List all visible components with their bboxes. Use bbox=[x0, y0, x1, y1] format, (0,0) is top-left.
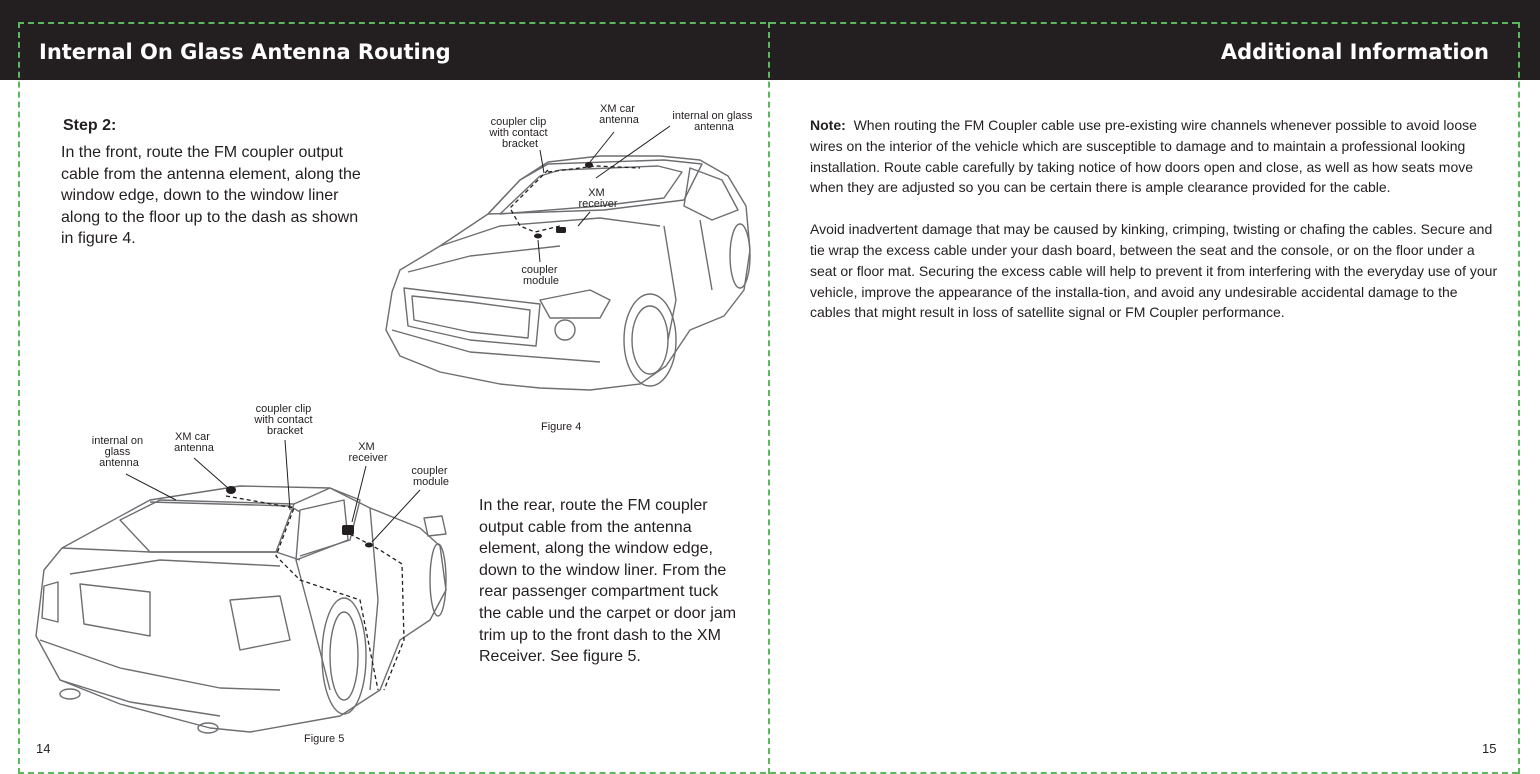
figure-5-caption: Figure 5 bbox=[304, 733, 345, 745]
fig5-label-xm-car-antenna: XM car antenna bbox=[174, 431, 214, 454]
avoid-damage-paragraph: Avoid inadvertent damage that may be caused by kinking, crimping, twisting or chafing the cables. Secure and tie wrap the excess cable under your dash board, between the seat and the console, or on the floor under a seat or floor mat. Securing the excess cable will help to prevent it from interfering with the everyday use of your vehicle, improve the appearance of the installa-tion, and avoid any undesirable accidental damage to the cables that might result in loss of satellite signal or FM Coupler performance. bbox=[810, 221, 1498, 321]
right-page-number: 15 bbox=[1482, 741, 1497, 756]
figure-5-car-diagram bbox=[30, 400, 470, 740]
rear-instructions: In the rear, route the FM coupler output cable from the antenna element, along the window edge, down to the window liner. From the rear passenger compartment tuck the cable und the carpet or door jam trim up to the front dash to the XM Receiver. See figure 5. bbox=[479, 497, 737, 666]
crop-guide-left bbox=[18, 22, 20, 774]
step-label: Step 2: bbox=[63, 117, 117, 134]
note-label: Note: bbox=[810, 117, 846, 133]
fig5-label-internal-antenna: internal on glass antenna bbox=[91, 435, 144, 469]
front-instructions: In the front, route the FM coupler output cable from the antenna element, along the window edge, down to the window liner along to the floor up to the dash as shown in figure 4. bbox=[61, 144, 361, 248]
fig4-label-coupler-module: coupler module bbox=[521, 264, 560, 287]
fig4-label-xm-car-antenna: XM car antenna bbox=[599, 103, 639, 126]
crop-guide-right bbox=[1518, 22, 1520, 774]
note-text: When routing the FM Coupler cable use pre-existing wire channels whenever possible to avoid loose wires on the interior of the vehicle which are susceptible to damage and to maintain a professional looking installation. Route cable carefully by taking notice of how doors open and close, as well as how seats move when they are adjusted so you can be certain there is ample clearance provided for the cable. bbox=[810, 117, 1477, 196]
left-page-title: Internal On Glass Antenna Routing bbox=[39, 40, 451, 64]
fig4-label-xm-receiver: XM receiver bbox=[578, 187, 618, 210]
fig4-label-coupler-clip: coupler clip with contact bracket bbox=[489, 116, 548, 150]
fig4-label-internal-antenna: internal on glass antenna bbox=[672, 110, 753, 133]
crop-guide-top bbox=[18, 22, 1518, 24]
right-page-title: Additional Information bbox=[1220, 40, 1489, 64]
figure-4-caption: Figure 4 bbox=[541, 421, 582, 433]
additional-info-body bbox=[810, 115, 1500, 344]
left-page-number: 14 bbox=[36, 741, 51, 756]
figure-4-car-diagram bbox=[380, 96, 770, 426]
fig5-label-coupler-module: coupler module bbox=[411, 465, 450, 488]
fig5-label-coupler-clip: coupler clip with contact bracket bbox=[254, 403, 313, 437]
fig5-label-xm-receiver: XM receiver bbox=[348, 441, 388, 464]
note-paragraph bbox=[810, 115, 1500, 198]
